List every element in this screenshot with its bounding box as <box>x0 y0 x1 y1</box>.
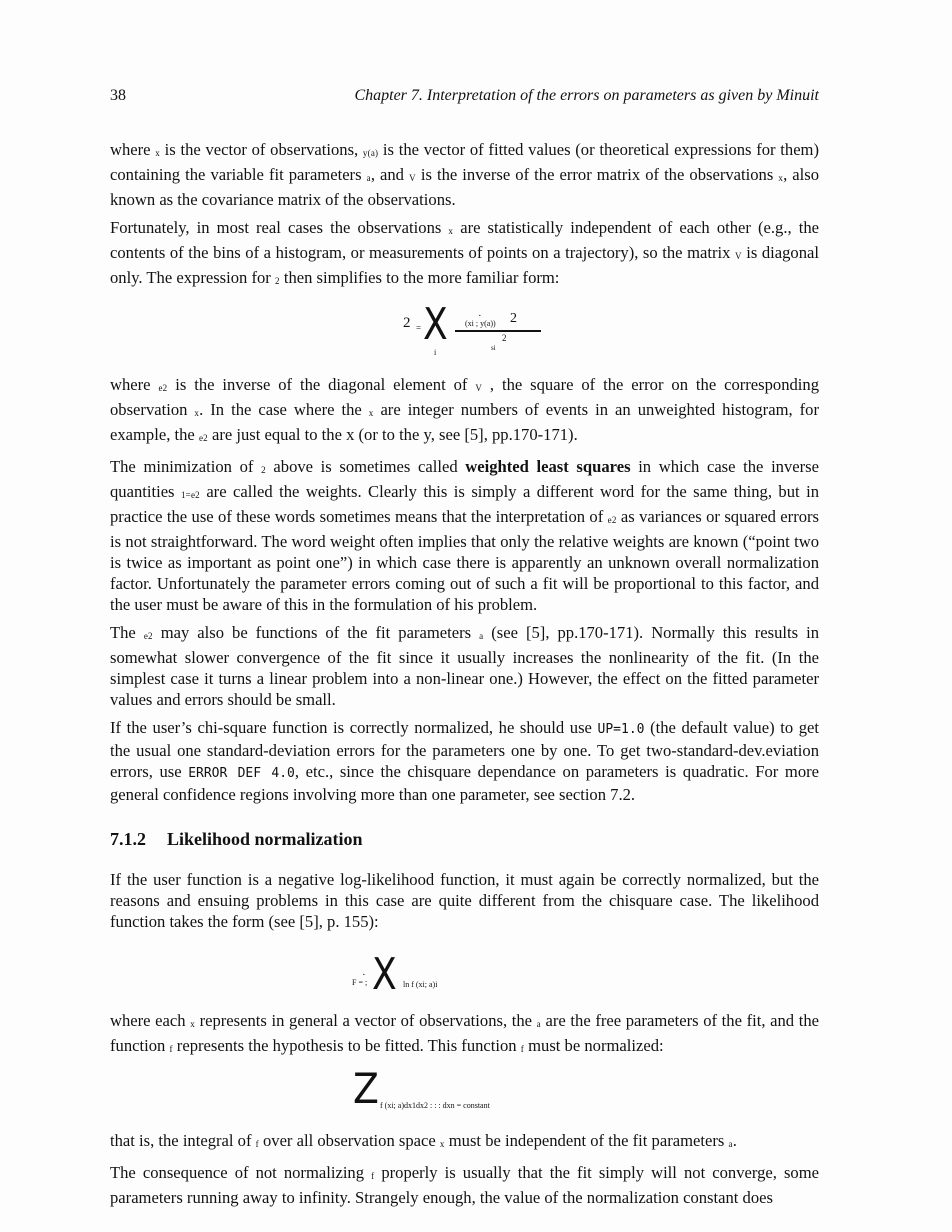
text-run: , and <box>370 165 410 184</box>
fraction-bar <box>455 330 541 332</box>
paragraph-2 <box>110 217 824 292</box>
text-run: a <box>366 173 371 183</box>
text-run: x <box>439 1139 445 1149</box>
text-run: The minimization of <box>110 457 262 476</box>
text-run: must be independent of the fit parameters <box>444 1131 729 1150</box>
text-run: x <box>778 173 784 183</box>
text-run: x <box>190 1019 195 1029</box>
running-header <box>110 86 819 106</box>
text-run: are statistically independent of each other (e.g., the contents of the bins of a histogram, or measurements of points on a trajectory), so the matrix <box>110 218 824 262</box>
text-run: is diagonal only. The expression for <box>110 243 824 287</box>
paragraph-10 <box>110 1162 824 1208</box>
text-run: properly is usually that the fit simply will not converge, some parameters running away to infinity. Strangely enough, the value of the normalization constant does <box>110 1163 824 1207</box>
text-run: Fortunately, in most real cases the observations <box>110 218 449 237</box>
text-run: , etc., since the chisquare dependance on parameters is quadratic. For more general confidence regions involving more than one parameter, see section 7.2. <box>110 762 824 804</box>
denominator-sigma: si <box>491 344 496 352</box>
text-run: If the user function is a negative log-likelihood function, it must again be correctly normalized, but the reasons and ensuing problems in this case are quite different from the chisquare case. The likelihood function takes the form (see [5], p. 155): <box>110 870 824 931</box>
formula-chi-square <box>110 299 819 360</box>
text-run: e2 <box>198 433 208 443</box>
section-heading <box>110 828 819 850</box>
text-run: a <box>536 1019 541 1029</box>
text-run: that is, the integral of <box>110 1131 256 1150</box>
text-run: x <box>194 408 200 418</box>
text-run: is the vector of observations, <box>159 140 363 159</box>
text-run: as variances or squared errors is not straightforward. The word weight often implies that only the relative weights are known (“point two is twice as important as point one”) in which case there is apparently an unknown overall normalization factor. Unfortunately the parameter errors coming out of such a fit will be proportional to this factor, and the user must be aware of this in the formulation of his problem. <box>110 507 824 614</box>
text-run: f <box>371 1171 375 1181</box>
text-run: V <box>475 383 483 393</box>
paragraph-9 <box>110 1130 819 1155</box>
integral-symbol: Z <box>353 1064 379 1113</box>
text-run: (the default value) to get the usual one standard-deviation errors for the parameters one by one. To get two-standard-dev.eviation errors, use <box>110 718 824 781</box>
text-run: 2 <box>274 276 280 286</box>
equals-sign: = <box>416 323 422 333</box>
page-number: 38 <box>110 87 126 104</box>
text-run: where <box>110 140 156 159</box>
text-run: e2 <box>607 515 617 525</box>
likelihood-lhs: F = ; <box>352 978 368 987</box>
text-run: e2 <box>158 383 168 393</box>
text-run: may also be functions of the fit parameters <box>152 623 480 642</box>
text-run: is the inverse of the error matrix of the observations <box>415 165 779 184</box>
integrand-text: f (xi; a)dx1dx2 : : : dxn = constant <box>380 1101 490 1110</box>
text-run: f <box>255 1139 259 1149</box>
broken-minus-dot: · <box>362 969 366 981</box>
text-run: are just equal to the x (or to the y, see [5], pp.170-171). <box>207 425 578 444</box>
text-run: then simplifies to the more familiar form: <box>279 268 560 287</box>
text-run: x <box>155 148 160 158</box>
paragraph-3 <box>110 374 824 449</box>
text-run: If the user’s chi-square function is correctly normalized, he should use <box>110 718 598 737</box>
text-run: is the inverse of the diagonal element of <box>167 375 476 394</box>
text-run: are integer numbers of events in an unweighted histogram, for example, the <box>110 400 824 444</box>
paragraph-4 <box>110 456 824 615</box>
text-run: in which case the inverse quantities <box>110 457 824 501</box>
text-run: a <box>479 631 484 641</box>
section-number: 7.1.2 <box>110 829 146 849</box>
text-run: . In the case where the <box>199 400 369 419</box>
section-title: Likelihood normalization <box>167 829 363 849</box>
text-run: represents the hypothesis to be fitted. This function <box>172 1036 521 1055</box>
text-run: ERROR DEF 4.0 <box>188 766 295 781</box>
text-run: are called the weights. Clearly this is simply a different word for the same thing, but in practice the use of these words sometimes means that the interpretation of <box>110 482 824 526</box>
text-run: The consequence of not normalizing <box>110 1163 372 1182</box>
text-run: , the square of the error on the corresponding observation <box>110 375 824 419</box>
text-run: where each <box>110 1011 191 1030</box>
text-run: x <box>448 226 454 236</box>
text-run: is the vector of fitted values (or theoretical expressions for them) containing the variable fit parameters <box>110 140 824 184</box>
summation-symbol: X <box>423 299 448 350</box>
text-run: 2 <box>261 465 266 475</box>
denominator-exponent: 2 <box>502 333 507 343</box>
paragraph-6 <box>110 717 824 805</box>
paragraph-8 <box>110 1010 824 1060</box>
text-run: . <box>732 1131 737 1150</box>
text-run: f <box>169 1044 173 1054</box>
chi2-lhs: 2 <box>403 315 411 331</box>
text-run: weighted least squares <box>465 457 631 476</box>
text-run: represents in general a vector of observations, the <box>194 1011 537 1030</box>
paragraph-5 <box>110 622 824 710</box>
text-run: must be normalized: <box>523 1036 664 1055</box>
summation-index: i <box>434 348 437 357</box>
text-run: x <box>368 408 374 418</box>
text-run: (see [5], pp.170-171). Normally this results in somewhat slower convergence of the fit since it usually increases the nonlinearity of the fit. (In the simplest case it turns a linear problem into a non-linear one.) However, the effect on the fitted parameter values and errors should be small. <box>110 623 824 709</box>
text-run: e2 <box>143 631 153 641</box>
text-run: 1=e2 <box>180 490 200 500</box>
text-run: y(a) <box>362 148 379 158</box>
text-run: , also known as the covariance matrix of the observations. <box>110 165 824 209</box>
numerator-exponent: 2 <box>510 311 517 326</box>
summation-symbol: X <box>372 949 397 1000</box>
text-run: are the free parameters of the fit, and the function <box>110 1011 824 1055</box>
text-run: The <box>110 623 144 642</box>
formula-likelihood <box>110 949 819 1000</box>
paragraph-7 <box>110 869 824 932</box>
text-run: above is sometimes called <box>265 457 466 476</box>
paragraph-1 <box>110 139 824 210</box>
running-header-chapter-title: Chapter 7. Interpretation of the errors on parameters as given by Minuit <box>354 87 819 104</box>
broken-minus-dot: · <box>478 310 482 322</box>
fraction-numerator: (xi ; y(a)) <box>465 319 496 328</box>
text-run: UP=1.0 <box>597 722 645 737</box>
text-run: where <box>110 375 159 394</box>
page-content <box>110 86 824 1215</box>
text-run: over all observation space <box>258 1131 440 1150</box>
text-run: a <box>728 1139 733 1149</box>
text-run: V <box>409 173 416 183</box>
text-run: V <box>734 251 742 261</box>
formula-normalization <box>110 1064 819 1113</box>
likelihood-rhs: ln f (xi; a)i <box>403 980 438 989</box>
text-run: f <box>520 1044 524 1054</box>
